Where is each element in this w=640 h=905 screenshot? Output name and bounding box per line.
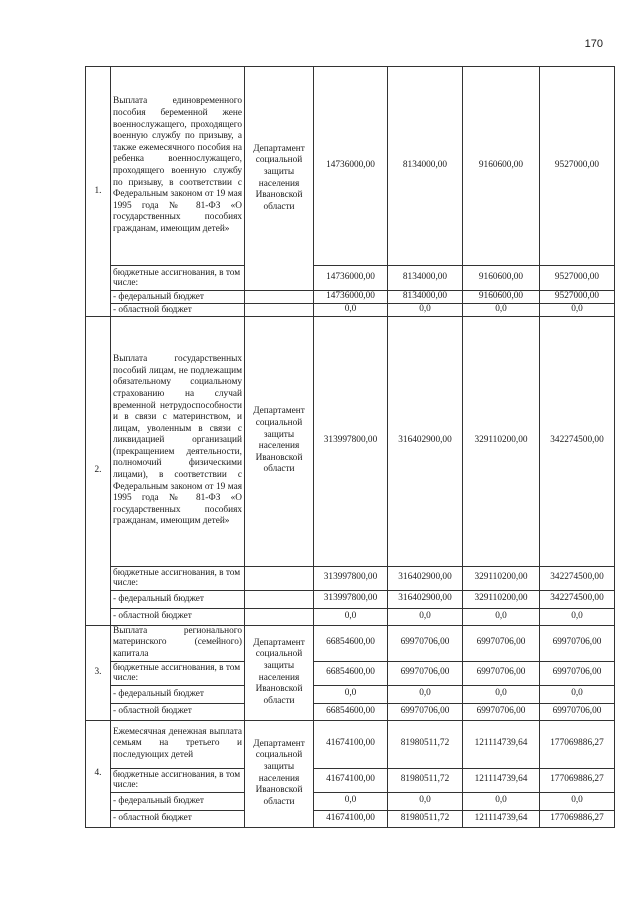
regional-budget-label: - областной бюджет	[111, 304, 245, 317]
value-cell: 316402900,00	[388, 590, 463, 608]
value-cell: 66854600,00	[314, 661, 388, 685]
value-cell: 316402900,00	[388, 566, 463, 590]
department-name: Департамент социальной защиты населения Ивановской области	[245, 625, 314, 720]
value-cell: 8134000,00	[388, 291, 463, 304]
value-cell: 0,0	[314, 608, 388, 625]
value-cell: 342274500,00	[540, 316, 615, 566]
value-cell: 69970706,00	[540, 625, 615, 661]
value-cell: 81980511,72	[388, 768, 463, 792]
value-cell: 0,0	[314, 685, 388, 703]
value-cell: 69970706,00	[388, 703, 463, 720]
table-row	[86, 316, 615, 566]
table-row	[86, 685, 615, 703]
federal-budget-label: - федеральный бюджет	[111, 590, 245, 608]
federal-budget-label: - федеральный бюджет	[111, 792, 245, 810]
table-row	[86, 291, 615, 304]
value-cell: 9160600,00	[463, 291, 540, 304]
value-cell: 0,0	[388, 792, 463, 810]
value-cell: 9527000,00	[540, 266, 615, 291]
value-cell: 316402900,00	[388, 316, 463, 566]
table-row	[86, 792, 615, 810]
value-cell: 69970706,00	[463, 703, 540, 720]
value-cell: 121114739,64	[463, 720, 540, 768]
value-cell: 342274500,00	[540, 566, 615, 590]
value-cell: 8134000,00	[388, 266, 463, 291]
value-cell: 69970706,00	[388, 661, 463, 685]
value-cell: 0,0	[540, 685, 615, 703]
table-row	[86, 625, 615, 661]
value-cell: 0,0	[388, 685, 463, 703]
value-cell: 69970706,00	[540, 703, 615, 720]
value-cell: 313997800,00	[314, 590, 388, 608]
value-cell: 121114739,64	[463, 768, 540, 792]
department-name: Департамент социальной защиты населения Ивановской области	[245, 316, 314, 566]
table-row	[86, 304, 615, 317]
value-cell: 66854600,00	[314, 625, 388, 661]
federal-budget-label: - федеральный бюджет	[111, 291, 245, 304]
measure-description: Выплата регионального материнского (семейного) капитала	[111, 625, 245, 661]
value-cell: 0,0	[463, 304, 540, 317]
value-cell: 66854600,00	[314, 703, 388, 720]
regional-budget-label: - областной бюджет	[111, 608, 245, 625]
regional-budget-label: - областной бюджет	[111, 703, 245, 720]
value-cell: 9160600,00	[463, 266, 540, 291]
value-cell: 177069886,27	[540, 810, 615, 827]
value-cell: 0,0	[463, 608, 540, 625]
value-cell: 329110200,00	[463, 566, 540, 590]
table-row	[86, 266, 615, 291]
federal-budget-label: - федеральный бюджет	[111, 685, 245, 703]
value-cell: 41674100,00	[314, 768, 388, 792]
department-name: Департамент социальной защиты населения Ивановской области	[245, 67, 314, 291]
table-row	[86, 810, 615, 827]
table-row	[86, 661, 615, 685]
table-row	[86, 566, 615, 590]
empty-cell	[245, 291, 314, 304]
table-row	[86, 768, 615, 792]
value-cell: 177069886,27	[540, 720, 615, 768]
page-number: 170	[584, 38, 603, 50]
empty-cell	[245, 590, 314, 608]
value-cell: 0,0	[463, 685, 540, 703]
value-cell: 69970706,00	[463, 661, 540, 685]
value-cell: 41674100,00	[314, 810, 388, 827]
measure-description: Выплата государственных пособий лицам, не подлежащим обязательному социальному страхованию на случай временной нетрудоспособности и в связи с материнством, и лицам, уволенным в связи с ликвидацией организаций (прекращением деятельности, полномочий физическими лицами), в соответствии с Федеральным законом от 19 мая 1995 года № 81-ФЗ «О государственных пособиях гражданам, имеющим детей»	[111, 316, 245, 566]
value-cell: 313997800,00	[314, 566, 388, 590]
empty-cell	[245, 608, 314, 625]
value-cell: 8134000,00	[388, 67, 463, 266]
row-number: 3.	[86, 625, 111, 720]
value-cell: 0,0	[388, 304, 463, 317]
value-cell: 14736000,00	[314, 266, 388, 291]
value-cell: 81980511,72	[388, 720, 463, 768]
value-cell: 342274500,00	[540, 590, 615, 608]
value-cell: 0,0	[463, 792, 540, 810]
value-cell: 121114739,64	[463, 810, 540, 827]
value-cell: 0,0	[314, 792, 388, 810]
department-name: Департамент социальной защиты населения Ивановской области	[245, 720, 314, 827]
value-cell: 329110200,00	[463, 590, 540, 608]
value-cell: 69970706,00	[540, 661, 615, 685]
value-cell: 177069886,27	[540, 768, 615, 792]
row-number: 4.	[86, 720, 111, 827]
table-row	[86, 590, 615, 608]
value-cell: 9527000,00	[540, 67, 615, 266]
value-cell: 0,0	[540, 608, 615, 625]
empty-cell	[245, 304, 314, 317]
empty-cell	[245, 566, 314, 590]
table-row	[86, 703, 615, 720]
table-row	[86, 608, 615, 625]
allocations-label: бюджетные ассигнования, в том числе:	[111, 266, 245, 291]
value-cell: 14736000,00	[314, 67, 388, 266]
value-cell: 313997800,00	[314, 316, 388, 566]
value-cell: 69970706,00	[463, 625, 540, 661]
value-cell: 329110200,00	[463, 316, 540, 566]
measure-description: Выплата единовременного пособия беременной жене военнослужащего, проходящего военную службу по призыву, а также ежемесячного пособия на ребенка военнослужащего, проходящего военную службу по призыву, в соответствии с Федеральным законом от 19 мая 1995 года № 81-ФЗ «О государственных пособиях гражданам, имеющим детей»	[111, 67, 245, 266]
measure-description: Ежемесячная денежная выплата семьям на третьего и последующих детей	[111, 720, 245, 768]
value-cell: 41674100,00	[314, 720, 388, 768]
allocations-label: бюджетные ассигнования, в том числе:	[111, 566, 245, 590]
table-row	[86, 67, 615, 266]
allocations-label: бюджетные ассигнования, в том числе:	[111, 661, 245, 685]
value-cell: 0,0	[540, 304, 615, 317]
value-cell: 0,0	[540, 792, 615, 810]
value-cell: 9527000,00	[540, 291, 615, 304]
value-cell: 69970706,00	[388, 625, 463, 661]
value-cell: 0,0	[314, 304, 388, 317]
value-cell: 9160600,00	[463, 67, 540, 266]
row-number: 1.	[86, 67, 111, 317]
budget-table	[85, 66, 615, 828]
allocations-label: бюджетные ассигнования, в том числе:	[111, 768, 245, 792]
value-cell: 14736000,00	[314, 291, 388, 304]
table-row	[86, 720, 615, 768]
regional-budget-label: - областной бюджет	[111, 810, 245, 827]
row-number: 2.	[86, 316, 111, 625]
value-cell: 0,0	[388, 608, 463, 625]
value-cell: 81980511,72	[388, 810, 463, 827]
